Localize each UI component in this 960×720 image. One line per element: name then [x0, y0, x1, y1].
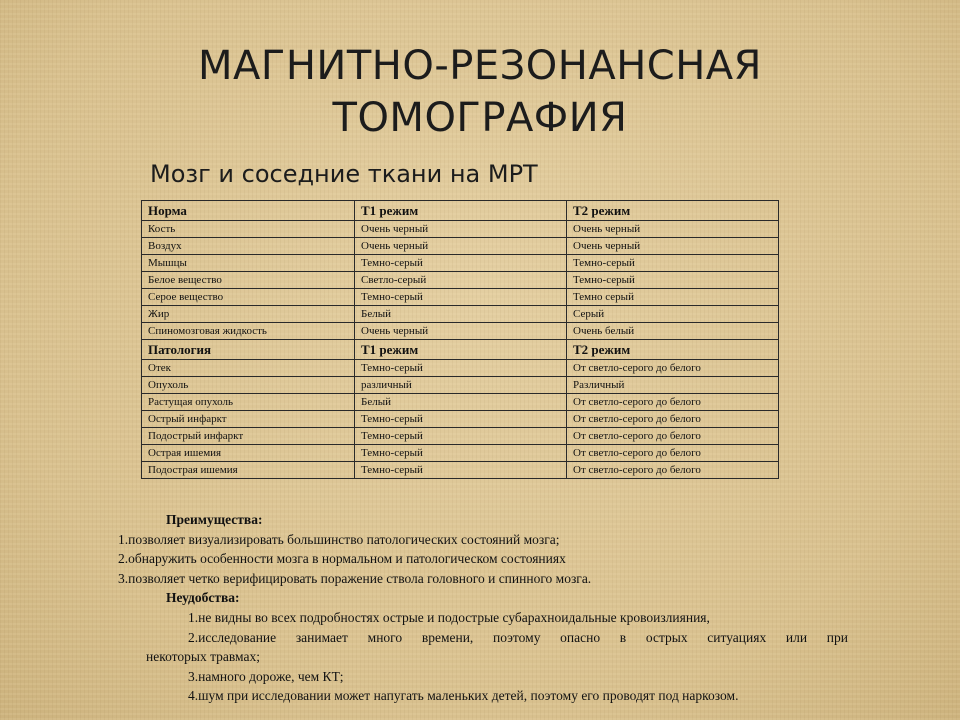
table-cell: Темно-серый — [567, 255, 779, 272]
disadvantage-item-4: 4.шум при исследовании может напугать маленьких детей, поэтому его проводят под наркозом. — [188, 688, 739, 704]
table-cell: Острая ишемия — [142, 445, 355, 462]
disadvantages-heading: Неудобства: — [166, 590, 240, 606]
table-header-cell: T2 режим — [567, 201, 779, 221]
table-row — [142, 462, 779, 479]
table-row — [142, 445, 779, 462]
table-row — [142, 238, 779, 255]
table-cell: Темно-серый — [355, 255, 567, 272]
table-cell: От светло-серого до белого — [567, 445, 779, 462]
table-cell: Темно-серый — [567, 272, 779, 289]
mri-tissue-table — [141, 200, 779, 479]
table-row — [142, 306, 779, 323]
advantage-item-2: 2.обнаружить особенности мозга в нормальном и патологическом состояниях — [118, 551, 566, 567]
table-cell: Очень черный — [567, 221, 779, 238]
table-row — [142, 323, 779, 340]
table-cell: Подострый инфаркт — [142, 428, 355, 445]
slide-subtitle: Мозг и соседние ткани на МРТ — [150, 160, 538, 188]
table-row — [142, 255, 779, 272]
table-row — [142, 411, 779, 428]
table-cell: Темно-серый — [355, 411, 567, 428]
disadvantage-item-1: 1.не видны во всех подробностях острые и подострые субарахноидальные кровоизлияния, — [188, 609, 710, 625]
table-cell: Острый инфаркт — [142, 411, 355, 428]
advantages-heading: Преимущества: — [166, 512, 263, 527]
table-cell: различный — [355, 377, 567, 394]
table-row — [142, 221, 779, 238]
title-line-1: МАГНИТНО-РЕЗОНАНСНАЯ — [198, 43, 762, 89]
table-header-cell: T1 режим — [355, 201, 567, 221]
table-cell: От светло-серого до белого — [567, 411, 779, 428]
table-cell: Серый — [567, 306, 779, 323]
disadvantage-item-2-line-1: 2.исследование занимает много времени, поэтому опасно в острых ситуациях или при — [188, 629, 848, 645]
norm-header-row — [142, 201, 779, 221]
table-row — [142, 394, 779, 411]
pathology-header-row — [142, 340, 779, 360]
disadvantage-item-3: 3.намного дороже, чем КТ; — [188, 668, 344, 684]
table-header-cell: Норма — [142, 201, 355, 221]
table-row — [142, 428, 779, 445]
table-cell: Очень черный — [355, 323, 567, 340]
disadvantage-item-2-line-2: некоторых травмах; — [146, 649, 260, 665]
table-cell: Темно-серый — [355, 428, 567, 445]
table-cell: От светло-серого до белого — [567, 462, 779, 479]
table-cell: От светло-серого до белого — [567, 394, 779, 411]
table-cell: От светло-серого до белого — [567, 360, 779, 377]
notes-block — [118, 510, 848, 706]
table-cell: Серое вещество — [142, 289, 355, 306]
table-cell: Темно-серый — [355, 360, 567, 377]
table-row — [142, 272, 779, 289]
table-cell: Темно серый — [567, 289, 779, 306]
table-cell: Темно-серый — [355, 445, 567, 462]
table-header-cell: T2 режим — [567, 340, 779, 360]
table-cell: Белый — [355, 306, 567, 323]
advantage-item-3: 3.позволяет четко верифицировать поражение ствола головного и спинного мозга. — [118, 570, 592, 586]
table-cell: Отек — [142, 360, 355, 377]
table-cell: Мышцы — [142, 255, 355, 272]
table-cell: Спиномозговая жидкость — [142, 323, 355, 340]
table-cell: Белый — [355, 394, 567, 411]
table-cell: От светло-серого до белого — [567, 428, 779, 445]
table-cell: Подострая ишемия — [142, 462, 355, 479]
title-line-2: ТОМОГРАФИЯ — [332, 95, 628, 141]
table-cell: Светло-серый — [355, 272, 567, 289]
table-cell: Кость — [142, 221, 355, 238]
table-header-cell: T1 режим — [355, 340, 567, 360]
table-header-cell: Патология — [142, 340, 355, 360]
table-cell: Жир — [142, 306, 355, 323]
table-cell: Белое вещество — [142, 272, 355, 289]
table-row — [142, 377, 779, 394]
table-cell: Воздух — [142, 238, 355, 255]
advantage-item-1: 1.позволяет визуализировать большинство патологических состояний мозга; — [118, 531, 560, 547]
table-cell: Темно-серый — [355, 462, 567, 479]
table-cell: Очень белый — [567, 323, 779, 340]
table-cell: Очень черный — [355, 221, 567, 238]
table-cell: Очень черный — [355, 238, 567, 255]
table-row — [142, 360, 779, 377]
table-cell: Опухоль — [142, 377, 355, 394]
table-cell: Очень черный — [567, 238, 779, 255]
table-cell: Различный — [567, 377, 779, 394]
table-cell: Растущая опухоль — [142, 394, 355, 411]
slide-title — [0, 40, 960, 144]
table-row — [142, 289, 779, 306]
table-cell: Темно-серый — [355, 289, 567, 306]
